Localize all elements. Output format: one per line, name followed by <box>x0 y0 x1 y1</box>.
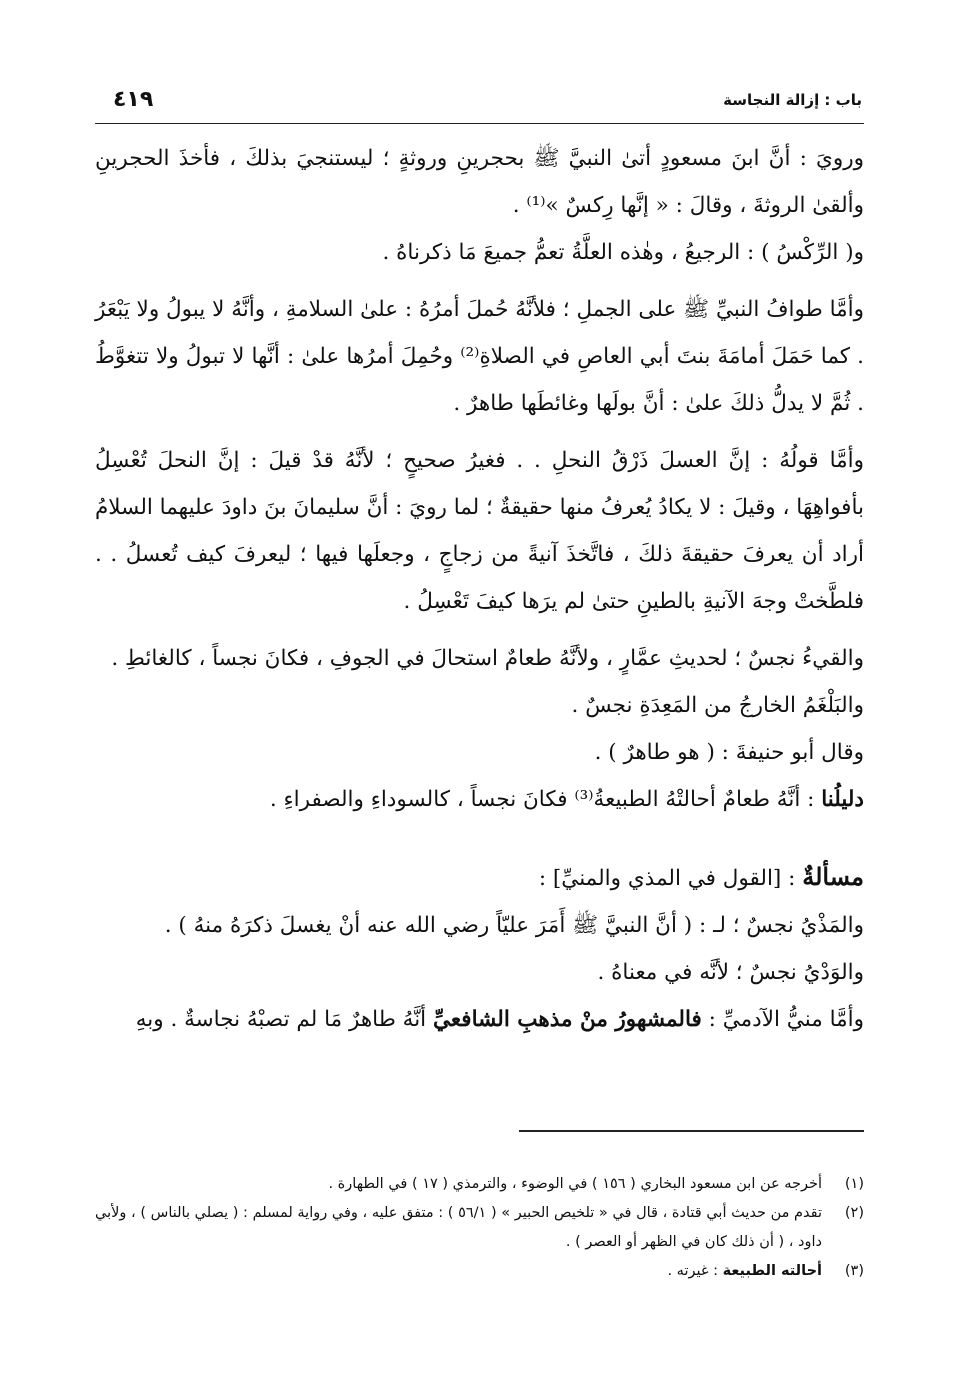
paragraph-vomit: والقيءُ نجسٌ ؛ لحديثِ عمَّارٍ ، ولأنَّهُ طعامٌ استحالَ في الجوفِ ، فكانَ نجساً ، كالغائطِ . <box>111 646 864 671</box>
footnote-1 <box>95 1170 864 1199</box>
footnotes <box>95 1170 864 1286</box>
paragraph-human-semen <box>95 996 864 1043</box>
evidence-label: دليلُنا <box>821 787 864 812</box>
paragraph-madhy: والمَذْيُ نجسٌ ؛ لـ : ( أنَّ النبيَّ ﷺ أَمَرَ عليّاً رضي الله عنه أنْ يغسلَ ذكرَهُ منهُ ) . <box>164 913 864 938</box>
paragraph-riks-definition: و( الرِّكْسُ ) : الرجيعُ ، وهٰذه العلَّةُ تعمُّ جميعَ مَا ذكرناهُ . <box>382 240 864 265</box>
paragraph-camel-tawaf: وأمَّا طوافُ النبيِّ ﷺ على الجملِ ؛ فلأنَّهُ حُملَ أمرُهُ : علىٰ السلامةِ ، وأنَّهُ لا يبولُ ولا يَبْعَرُ . كما حَمَلَ أمامَةَ بنتَ أبي العاصِ في الصلاةِ⁽²⁾ وحُمِلَ أمرُها علىٰ : أنَّها لا تبولُ ولا تتغوَّطُ . ثُمَّ لا يدلُّ ذلكَ علىٰ : أنَّ بولَها وغائطَها طاهرٌ . <box>95 297 864 416</box>
chapter-title: باب : إزالة النجاسة <box>723 91 862 109</box>
paragraph-abu-hanifa: وقال أبو حنيفةَ : ( هو طاهرٌ ) . <box>594 740 864 765</box>
footnote-2 <box>95 1199 864 1257</box>
footnote-definition: : غيرته . <box>667 1263 723 1279</box>
semen-text-bold: فالمشهورُ منْ مذهبِ الشافعيِّ <box>433 1007 702 1032</box>
page-header <box>95 85 864 124</box>
footnote-number: (١) <box>844 1176 864 1192</box>
main-text <box>95 135 864 1043</box>
paragraph-ibn-masud: ورويَ : أنَّ ابنَ مسعودٍ أتىٰ النبيَّ ﷺ بحجرينِ وروثةٍ ؛ ليستنجيَ بذلكَ ، فأخذَ الحجرينِ وألقىٰ الروثةَ ، وقالَ : « إنَّها رِكسٌ »⁽¹⁾ . <box>95 146 864 218</box>
footnote-separator <box>519 1130 864 1132</box>
paragraph-honey: وأمَّا قولُهُ : إنَّ العسلَ ذَرْقُ النحلِ . . فغيرُ صحيحٍ ؛ لأنَّهُ قدْ قيلَ : إنَّ النحلَ تُعْسِلُ بأفواهِهَا ، وقيلَ : لا يكادُ يُعرفُ منها حقيقةٌ ؛ لما رويَ : أنَّ سليمانَ بنَ داودَ عليهما السلامُ أراد أن يعرفَ حقيقةَ ذلكَ ، فاتَّخذَ آنيةً من زجاجٍ ، وجعلَها فيها ؛ ليعرفَ كيف تُعسلُ . . فلطَّختْ وجهَ الآنيةِ بالطينِ حتىٰ لم يرَها كيفَ تَعْسِلُ . <box>95 448 864 614</box>
issue-label: مسألةٌ <box>802 862 864 891</box>
paragraph-phlegm: والبَلْغَمُ الخارجُ من المَعِدَةِ نجسٌ . <box>571 693 864 718</box>
paragraph-evidence <box>95 776 864 823</box>
paragraph-wady: والوَدْيُ نجسٌ ؛ لأنَّه في معناهُ . <box>597 960 864 985</box>
footnote-number: (٢) <box>844 1205 864 1221</box>
evidence-text: : أنَّهُ طعامٌ أحالتْهُ الطبيعةُ⁽³⁾ فكانَ نجساً ، كالسوداءِ والصفراءِ . <box>269 787 822 812</box>
footnote-text: أخرجه عن ابن مسعود البخاري ( ١٥٦ ) في الوضوء ، والترمذي ( ١٧ ) في الطهارة . <box>328 1176 822 1192</box>
issue-title: : [القول في المذي والمنيِّ] : <box>538 866 803 891</box>
semen-text-start: وأمَّا منيُّ الآدميِّ : <box>701 1007 864 1032</box>
footnote-3 <box>95 1257 864 1286</box>
semen-text-end: أنَّهُ طاهرٌ مَا لم تصبْهُ نجاسةٌ . وبهِ <box>135 1007 433 1032</box>
footnote-text: تقدم من حديث أبي قتادة ، قال في « تلخيص الحبير » ( ٥٦/١ ) : متفق عليه ، وفي رواية لمسلم : ( يصلي بالناس ) ، ولأبي داود ، ( أن ذلك كان في الظهر أو العصر ) . <box>95 1205 822 1250</box>
issue-heading <box>95 853 864 902</box>
footnote-number: (٣) <box>844 1263 864 1279</box>
footnote-term: أحالته الطبيعة <box>722 1263 822 1279</box>
page-number: ٤١٩ <box>113 87 154 112</box>
footnote-text <box>95 1257 822 1286</box>
